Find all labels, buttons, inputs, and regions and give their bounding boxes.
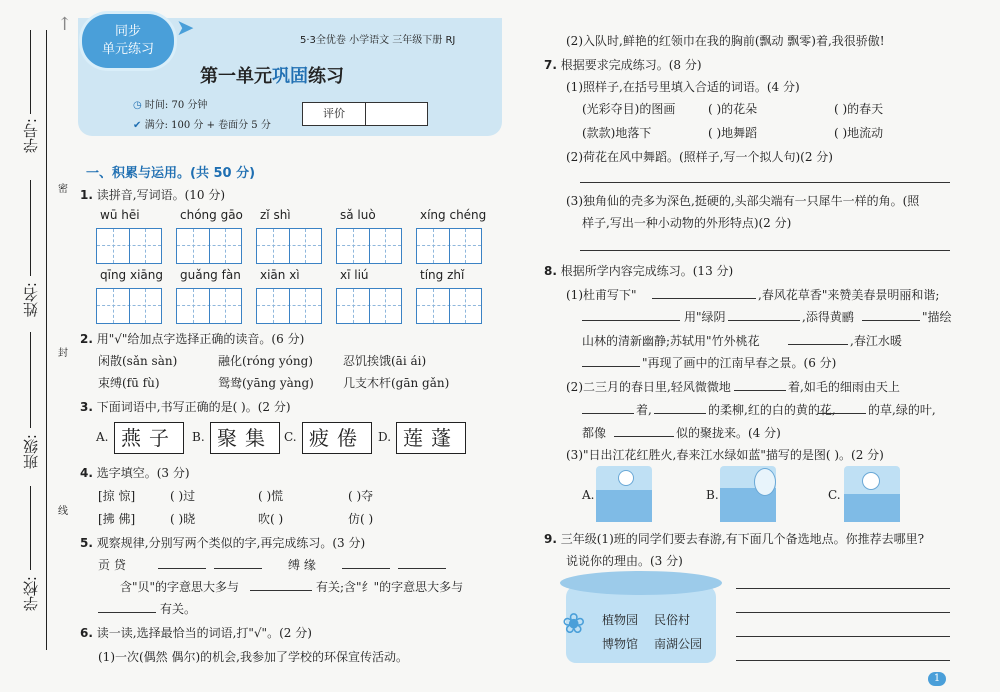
- school-label: 学校:: [22, 576, 40, 612]
- q5-line-1b: 有关;含"纟"的字意思大多与: [316, 580, 464, 594]
- q5-line-2: 有关。: [160, 602, 197, 616]
- q4-blank[interactable]: ( )慌: [258, 489, 284, 503]
- evaluation-box: [302, 102, 428, 126]
- q8-s1-f: 山林的清新幽静;苏轼用"竹外桃花: [582, 334, 760, 348]
- cut-line: [46, 30, 47, 650]
- q4-blank[interactable]: ( )夺: [348, 489, 374, 503]
- q8-s2-f: 都像: [582, 426, 607, 440]
- q4-chars: [拂 佛]: [98, 512, 136, 526]
- pinyin-label: zǐ shì: [260, 208, 291, 222]
- page-number: 1: [928, 672, 946, 686]
- badge-line-1: 同步: [114, 24, 141, 39]
- q8-blank[interactable]: [728, 320, 800, 321]
- pinyin-label: xiān xì: [260, 268, 300, 282]
- writing-grid[interactable]: [256, 228, 322, 264]
- name-line: [30, 180, 31, 276]
- q4-chars: [掠 惊]: [98, 489, 136, 503]
- picture-c[interactable]: [844, 466, 900, 522]
- q5-blank[interactable]: [342, 568, 390, 569]
- pinyin-label: wū hēi: [100, 208, 140, 222]
- writing-grid[interactable]: [336, 228, 402, 264]
- q8-blank[interactable]: [734, 390, 786, 391]
- places-board: [562, 585, 716, 663]
- q8-s1-g: ,春江水暖: [850, 334, 902, 348]
- q8-blank[interactable]: [654, 413, 706, 414]
- q8-s2-c: 着,: [636, 403, 652, 417]
- q9-answer-line[interactable]: [736, 636, 950, 637]
- q8-text: 根据所学内容完成练习。(13 分): [560, 264, 734, 278]
- pinyin-label: guǎng fàn: [180, 268, 241, 282]
- student-id-line: [30, 30, 31, 114]
- q4-number: 4.: [80, 466, 93, 480]
- q8-s1-a: (1)杜甫写下": [566, 288, 637, 302]
- q8-blank[interactable]: [788, 344, 848, 345]
- pinyin-label: sǎ luò: [340, 208, 376, 222]
- q4-blank[interactable]: ( )晓: [170, 512, 196, 526]
- place-option[interactable]: 博物馆: [602, 637, 639, 651]
- q2-item[interactable]: 闲散(sǎn sàn): [98, 354, 178, 368]
- section-heading: 一、积累与运用。(共 50 分): [86, 166, 256, 181]
- q6-prompt: [80, 624, 312, 641]
- q5-blank[interactable]: [250, 590, 312, 591]
- picture-b-label: B.: [706, 488, 719, 502]
- q8-s1-d: ,添得黄鹂: [802, 310, 854, 324]
- q8-blank[interactable]: [582, 413, 634, 414]
- q3-option-a-label: A.: [96, 430, 109, 444]
- q2-text: 用"√"给加点字选择正确的读音。(6 分): [96, 332, 305, 346]
- q9-answer-line[interactable]: [736, 588, 950, 589]
- q7-blank[interactable]: ( )的春天: [834, 102, 884, 116]
- seal-mark-mi: 密: [58, 184, 68, 195]
- writing-grid[interactable]: [416, 228, 482, 264]
- time-text: 时间: 70 分钟: [144, 100, 208, 111]
- place-option[interactable]: 南湖公园: [654, 637, 703, 651]
- q3-option-a[interactable]: 燕子: [114, 422, 184, 454]
- q8-s3: (3)"日出江花红胜火,春来江水绿如蓝"描写的是图( )。(2 分): [566, 448, 884, 462]
- picture-b[interactable]: [720, 466, 776, 522]
- q4-prompt: [80, 464, 190, 481]
- picture-a-label: A.: [582, 488, 595, 502]
- score-text: 满分: 100 分 + 卷面分 5 分: [144, 120, 271, 131]
- rocket-icon: ↑: [57, 14, 73, 35]
- writing-grid[interactable]: [176, 228, 242, 264]
- q7-example: (光彩夺目)的图画: [582, 102, 676, 116]
- unit-badge: [82, 14, 174, 68]
- q5-blank[interactable]: [98, 612, 156, 613]
- writing-grid[interactable]: [176, 288, 242, 324]
- q2-item[interactable]: 束缚(fū fù): [98, 376, 160, 390]
- q1-number: 1.: [80, 188, 93, 202]
- q2-item[interactable]: 鸳鸯(yāng yàng): [218, 376, 314, 390]
- river-icon: [844, 494, 900, 522]
- q5-blank[interactable]: [158, 568, 206, 569]
- q8-blank[interactable]: [862, 320, 920, 321]
- student-id-label: 学号:: [22, 118, 40, 154]
- q9-answer-line[interactable]: [736, 660, 950, 661]
- score-info: [133, 116, 271, 131]
- pinyin-label: xī liú: [340, 268, 369, 282]
- q3-option-b[interactable]: 聚集: [210, 422, 280, 454]
- q8-s1-c: 用"绿阴: [684, 310, 726, 324]
- title-part-1: 第一单元: [200, 66, 272, 87]
- q7-text: 根据要求完成练习。(8 分): [560, 58, 702, 72]
- badge-line-2: 单元练习: [101, 42, 154, 57]
- clock-icon: ◷: [133, 100, 142, 111]
- q4-text: 选字填空。(3 分): [96, 466, 190, 480]
- pinyin-label: chóng gāo: [180, 208, 243, 222]
- q9-text-1: 三年级(1)班的同学们要去春游,有下面几个备选地点。你推荐去哪里?: [560, 532, 924, 546]
- q7-blank[interactable]: ( )地舞蹈: [708, 126, 758, 140]
- q8-number: 8.: [544, 264, 557, 278]
- q7-sub-3-line-1: (3)独角仙的壳多为深色,挺硬的,头部尖端有一只犀牛一样的角。(照: [566, 194, 920, 208]
- q7-blank[interactable]: ( )的花朵: [708, 102, 758, 116]
- book-info: 5·3全优卷 小学语文 三年级下册 RJ: [300, 35, 456, 46]
- writing-grid[interactable]: [96, 288, 162, 324]
- q8-s2-b: 着,如毛的细雨由天上: [788, 380, 900, 394]
- q1-prompt: [80, 186, 225, 203]
- q8-blank[interactable]: [582, 366, 640, 367]
- writing-grid[interactable]: [336, 288, 402, 324]
- evaluation-label: 评价: [303, 103, 366, 125]
- q2-item[interactable]: 几支木杆(gān gǎn): [343, 376, 450, 390]
- name-label: 姓名:: [22, 282, 40, 318]
- q7-answer-line[interactable]: [580, 250, 950, 251]
- q7-example: (款款)地落下: [582, 126, 652, 140]
- q3-option-d-label: D.: [378, 430, 392, 444]
- q8-s1-h: "再现了画中的江南早春之景。(6 分): [642, 356, 837, 370]
- picture-a[interactable]: [596, 466, 652, 522]
- check-circle-icon: ✔: [133, 120, 142, 131]
- q7-sub-3-line-2: 样子,写出一种小动物的外形特点)(2 分): [582, 216, 792, 230]
- q3-number: 3.: [80, 400, 93, 414]
- title-highlight: 巩固: [272, 66, 308, 87]
- q9-answer-line[interactable]: [736, 612, 950, 613]
- q7-answer-line[interactable]: [580, 182, 950, 183]
- q3-text: 下面词语中,书写正确的是( )。(2 分): [96, 400, 291, 414]
- q9-number: 9.: [544, 532, 557, 546]
- writing-grid[interactable]: [256, 288, 322, 324]
- pinyin-label: xíng chéng: [420, 208, 487, 222]
- school-line: [30, 486, 31, 570]
- q5-number: 5.: [80, 536, 93, 550]
- title-part-2: 练习: [308, 66, 344, 87]
- q1-text: 读拼音,写词语。(10 分): [96, 188, 226, 202]
- river-icon: [596, 490, 652, 522]
- q4-blank[interactable]: ( )过: [170, 489, 196, 503]
- q3-option-b-label: B.: [192, 430, 205, 444]
- q7-sub-1: (1)照样子,在括号里填入合适的词语。(4 分): [566, 80, 800, 94]
- q5-chars-1: 贡 贷: [98, 558, 126, 572]
- tree-icon: [754, 468, 776, 496]
- class-line: [30, 332, 31, 428]
- q5-blank[interactable]: [398, 568, 446, 569]
- q8-blank[interactable]: [582, 320, 680, 321]
- place-option[interactable]: 植物园: [602, 613, 639, 627]
- q6-text: 读一读,选择最恰当的词语,打"√"。(2 分): [96, 626, 312, 640]
- writing-grid[interactable]: [96, 228, 162, 264]
- q2-number: 2.: [80, 332, 93, 346]
- q2-item[interactable]: 忍饥挨饿(āi ái): [343, 354, 427, 368]
- q6-number: 6.: [80, 626, 93, 640]
- q2-item[interactable]: 融化(róng yóng): [218, 354, 313, 368]
- q5-chars-2: 缚 缘: [288, 558, 316, 572]
- q8-blank[interactable]: [652, 298, 756, 299]
- seal-mark-feng: 封: [58, 348, 68, 359]
- picture-c-label: C.: [828, 488, 841, 502]
- class-label: 班级:: [22, 434, 40, 470]
- q8-blank[interactable]: [818, 413, 866, 414]
- q8-blank[interactable]: [614, 436, 674, 437]
- pinyin-label: qīng xiāng: [100, 268, 163, 282]
- q9-prompt-1: [544, 530, 924, 547]
- page-title: [200, 62, 344, 88]
- q6-item-1[interactable]: (1)一次(偶然 偶尔)的机会,我参加了学校的环保宣传活动。: [98, 650, 408, 664]
- q3-option-c[interactable]: 疲倦: [302, 422, 372, 454]
- pinyin-label: tíng zhǐ: [420, 268, 465, 282]
- q3-option-d[interactable]: 莲蓬: [396, 422, 466, 454]
- sun-icon: [862, 472, 880, 490]
- q8-s2-a: (2)二三月的春日里,轻风微微地: [566, 380, 731, 394]
- q7-sub-2: (2)荷花在风中舞蹈。(照样子,写一个拟人句)(2 分): [566, 150, 833, 164]
- q8-s2-g: 似的聚拢来。(4 分): [676, 426, 781, 440]
- rabbit-icon: ❀: [562, 607, 586, 640]
- q7-blank[interactable]: ( )地流动: [834, 126, 884, 140]
- q5-blank[interactable]: [214, 568, 262, 569]
- q4-blank[interactable]: 仿( ): [348, 512, 374, 526]
- q7-prompt: [544, 56, 702, 73]
- place-option[interactable]: 民俗村: [654, 613, 691, 627]
- q5-line-1a: 含"贝"的字意思大多与: [120, 580, 240, 594]
- rocket-icon: ➤: [176, 16, 195, 41]
- time-info: [133, 96, 207, 111]
- q9-prompt-2: 说说你的理由。(3 分): [566, 554, 683, 568]
- q4-blank[interactable]: 吹( ): [258, 512, 284, 526]
- writing-grid[interactable]: [416, 288, 482, 324]
- q8-s2-e: 的草,绿的叶,: [868, 403, 936, 417]
- q5-prompt: [80, 534, 365, 551]
- seal-mark-xian: 线: [58, 506, 68, 517]
- q3-option-c-label: C.: [284, 430, 297, 444]
- q8-s1-b: ,春风花草香"来赞美春景明丽和谐;: [758, 288, 940, 302]
- q8-s1-e: "描绘: [922, 310, 952, 324]
- q3-prompt: [80, 398, 291, 415]
- q8-s2-d: 的柔柳,红的白的黄的花,: [708, 403, 836, 417]
- q2-prompt: [80, 330, 304, 347]
- board-roof: [560, 571, 722, 595]
- q8-prompt: [544, 262, 733, 279]
- q5-text: 观察规律,分别写两个类似的字,再完成练习。(3 分): [96, 536, 366, 550]
- q6-item-2[interactable]: (2)入队时,鲜艳的红领巾在我的胸前(飘动 飘零)着,我很骄傲!: [566, 34, 885, 48]
- q7-number: 7.: [544, 58, 557, 72]
- sun-icon: [618, 470, 634, 486]
